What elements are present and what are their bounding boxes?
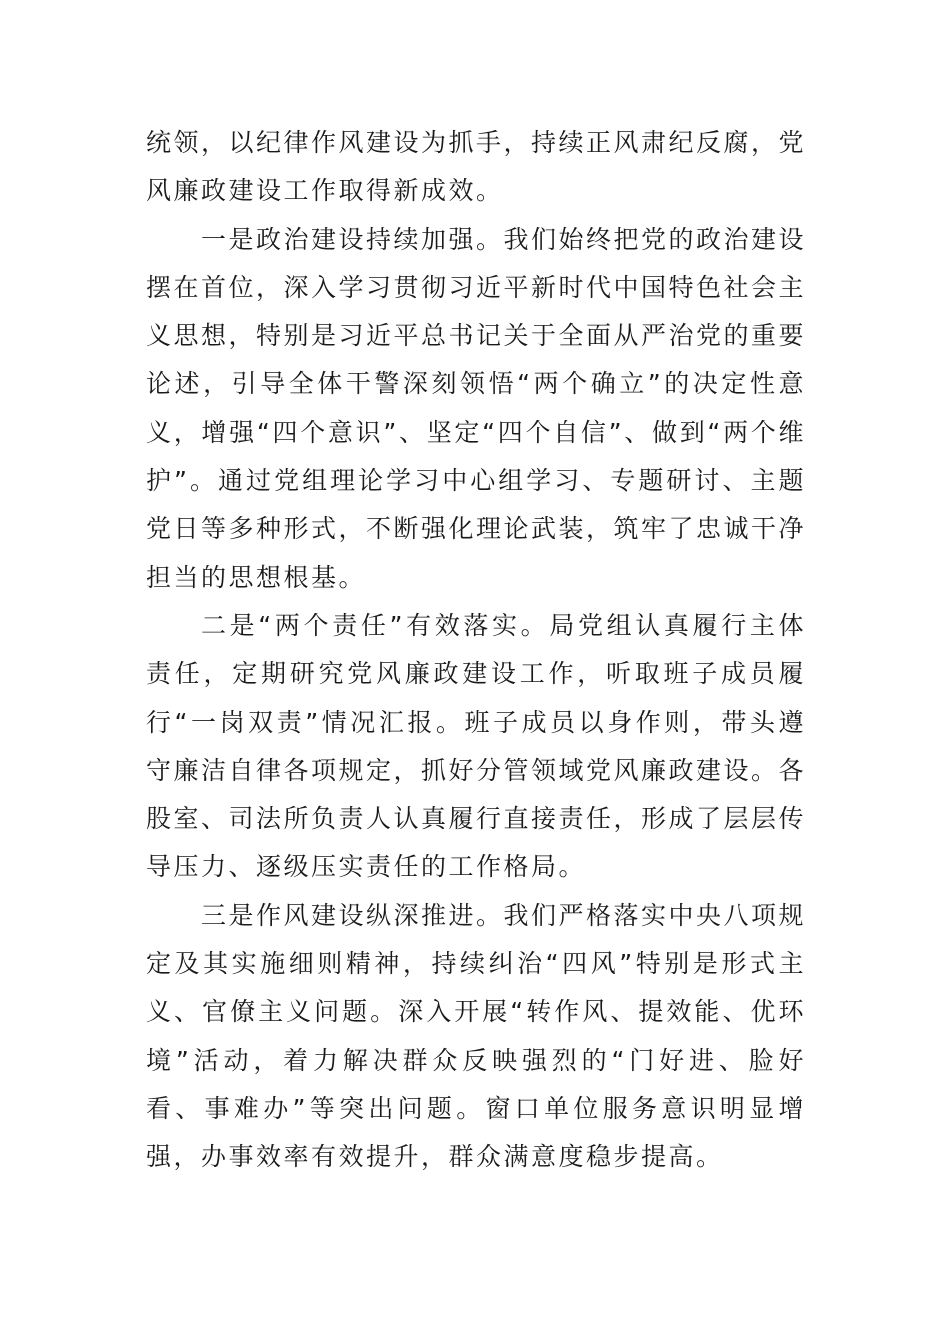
document-page [146,119,806,1182]
paragraph-political-construction: 一是政治建设持续加强。我们始终把党的政治建设摆在首位，深入学习贯彻习近平新时代中国特色社会主义思想，特别是习近平总书记关于全面从严治党的重要论述，引导全体干警深刻领悟“两个确立”的决定性意义，增强“四个意识”、坚定“四个自信”、做到“两个维护”。通过党组理论学习中心组学习、专题研讨、主题党日等多种形式，不断强化理论武装，筑牢了忠诚干净担当的思想根基。 [146,224,807,592]
paragraph-two-responsibilities: 二是“两个责任”有效落实。局党组认真履行主体责任，定期研究党风廉政建设工作，听取班子成员履行“一岗双责”情况汇报。班子成员以身作则，带头遵守廉洁自律各项规定，抓好分管领域党风廉政建设。各股室、司法所负责人认真履行直接责任，形成了层层传导压力、逐级压实责任的工作格局。 [146,610,807,882]
paragraph-continuation: 统领，以纪律作风建设为抓手，持续正风肃纪反腐，党风廉政建设工作取得新成效。 [146,128,807,206]
paragraph-work-style: 三是作风建设纵深推进。我们严格落实中央八项规定及其实施细则精神，持续纠治“四风”特别是形式主义、官僚主义问题。深入开展“转作风、提效能、优环境”活动，着力解决群众反映强烈的“门好进、脸好看、事难办”等突出问题。窗口单位服务意识明显增强，办事效率有效提升，群众满意度稳步提高。 [146,900,807,1172]
